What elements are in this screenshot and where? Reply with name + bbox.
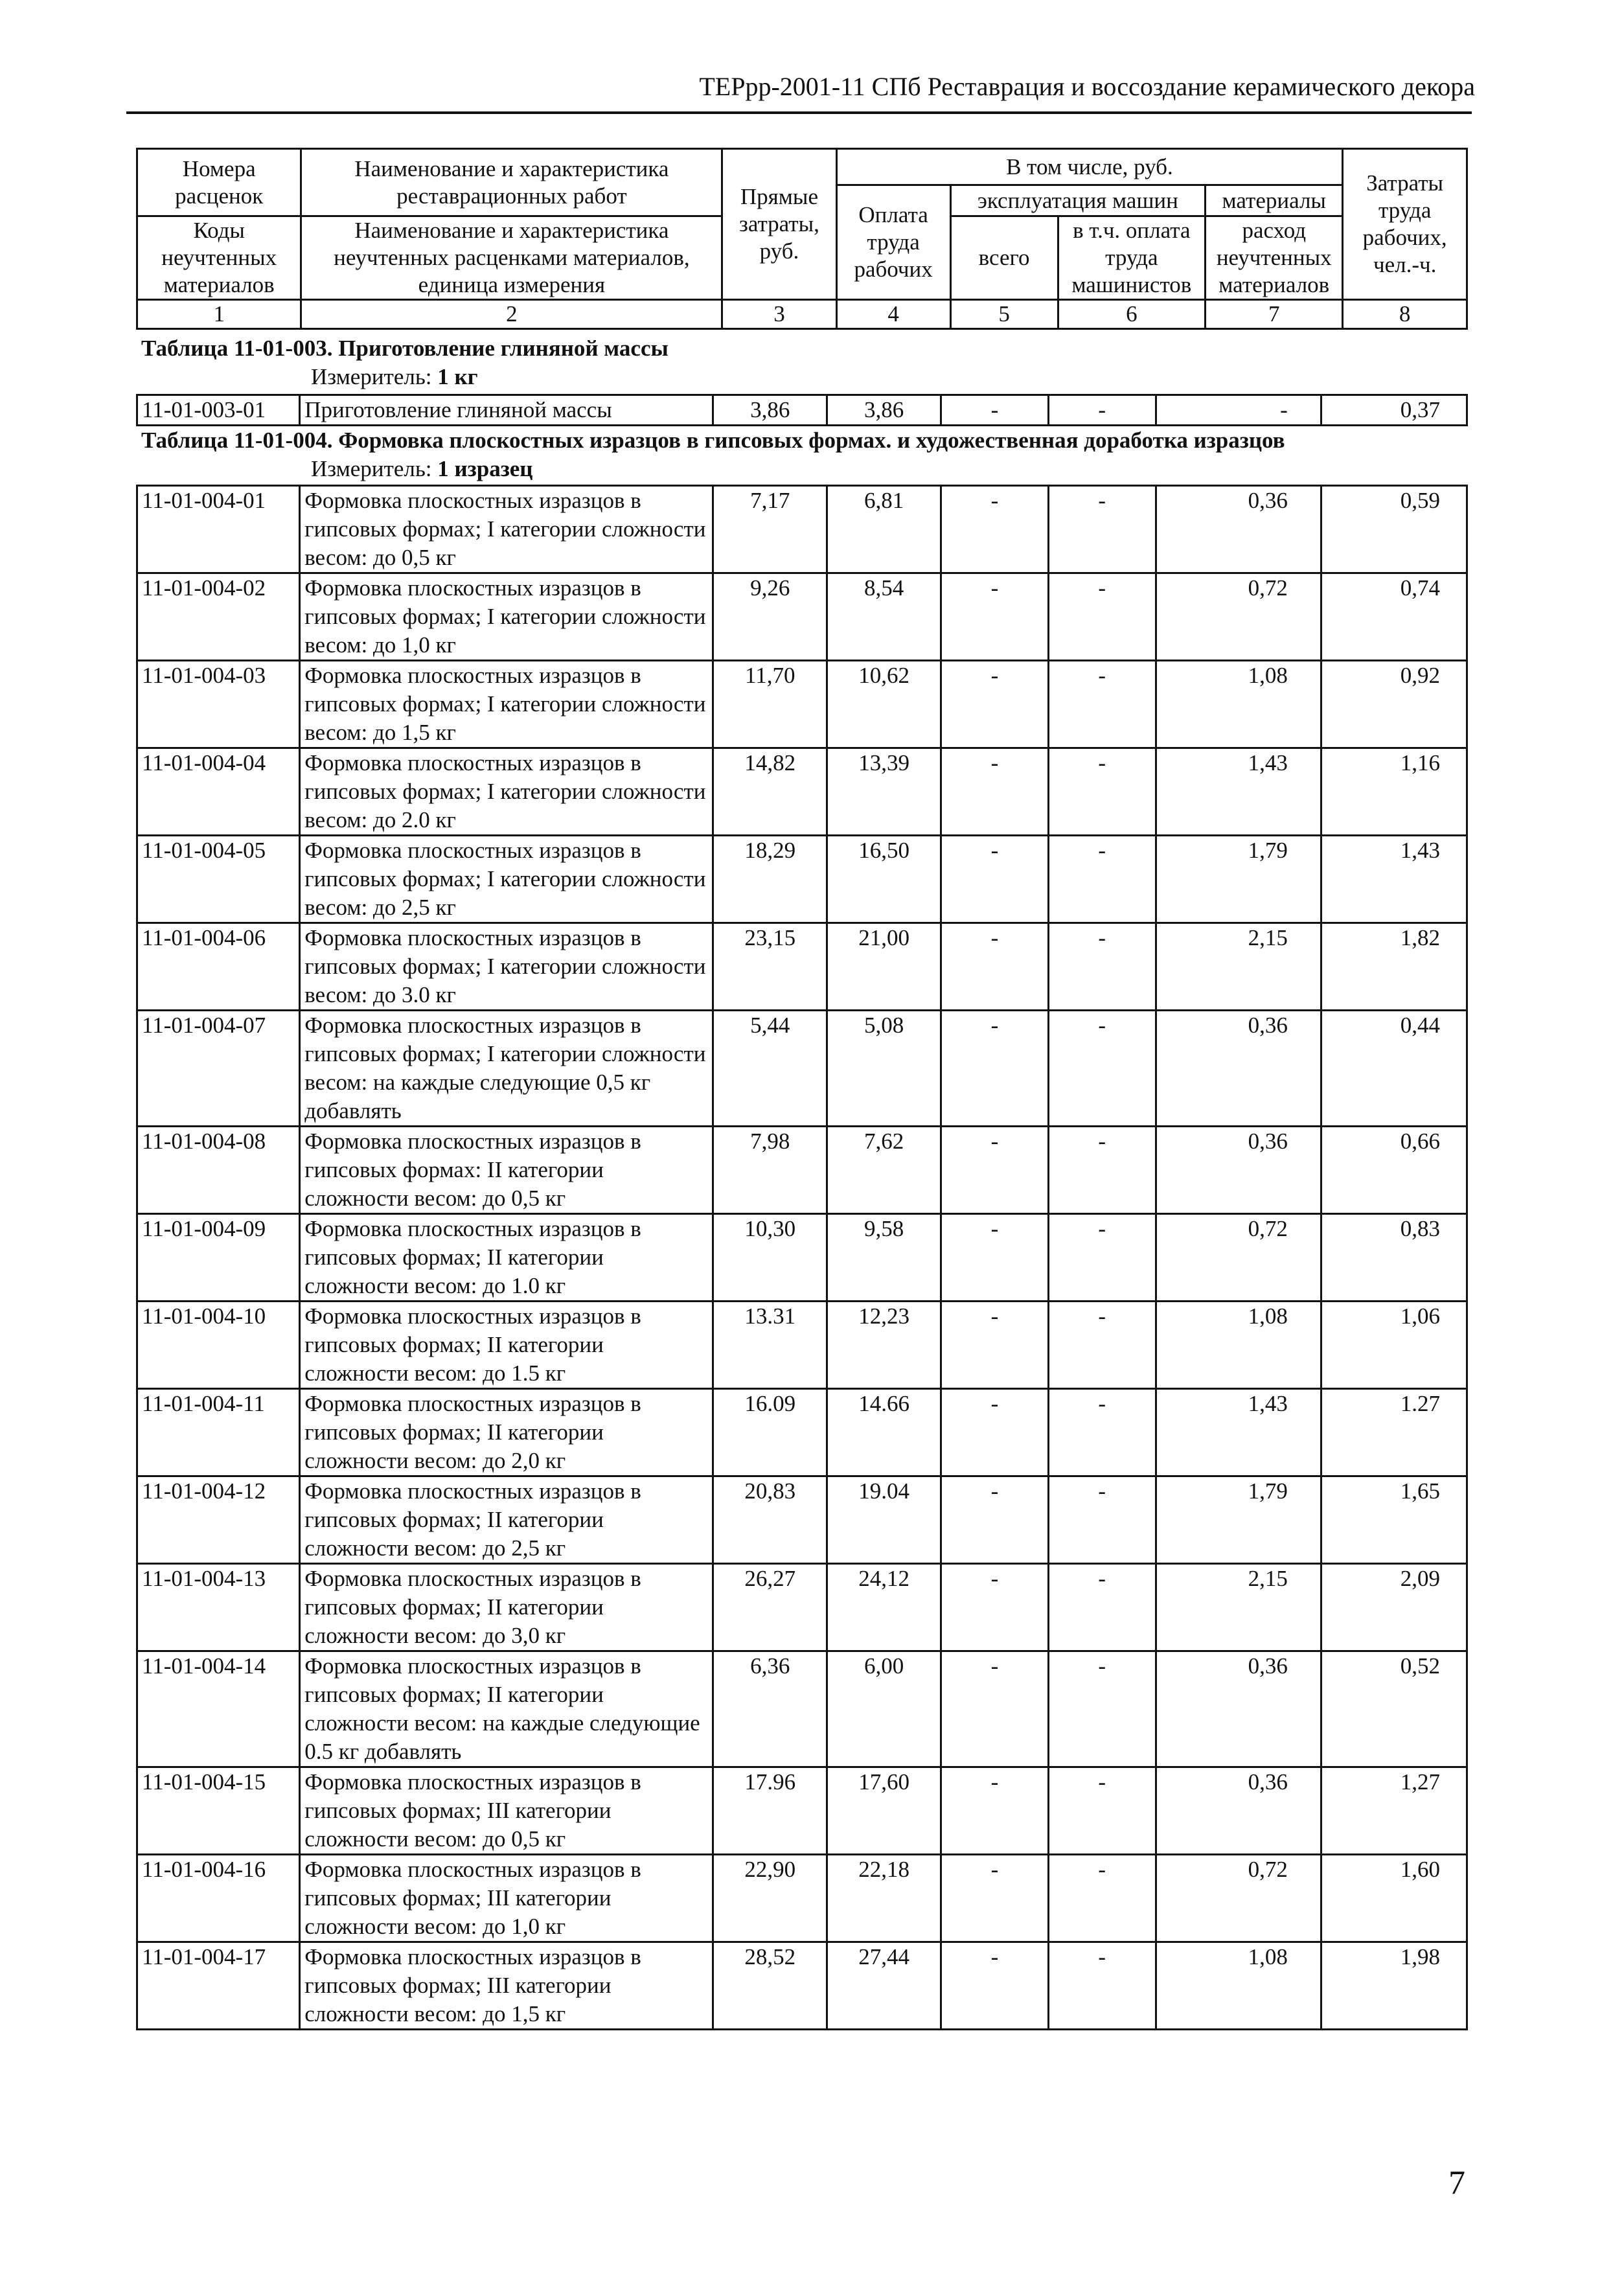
rate-code-cell: 11-01-004-10 xyxy=(137,1302,300,1389)
labor-cost-cell: 0,37 xyxy=(1321,395,1467,426)
direct-cost-cell: 26,27 xyxy=(713,1564,827,1651)
table-004-title: Таблица 11-01-004. Формовка плоскостных изразцов в гипсовых формах. и художественная доработка изразцов xyxy=(141,428,1285,453)
direct-cost-cell: 6,36 xyxy=(713,1651,827,1767)
work-name-cell: Формовка плоскостных изразцов в гипсовых формах; I категории сложности весом: до 0,5 кг xyxy=(300,486,713,573)
worker-wage-cell: 12,23 xyxy=(827,1302,941,1389)
rate-code-cell: 11-01-004-09 xyxy=(137,1214,300,1302)
worker-wage-cell: 14.66 xyxy=(827,1389,941,1476)
labor-cost-cell: 1,60 xyxy=(1321,1855,1467,1942)
material-cost-cell: 1,08 xyxy=(1156,1302,1321,1389)
table-row xyxy=(137,748,1467,836)
work-name-cell: Формовка плоскостных изразцов в гипсовых формах; II категории сложности весом: до 1.5 кг xyxy=(300,1302,713,1389)
machine-cost-cell: - xyxy=(941,661,1049,748)
material-cost-cell: 0,36 xyxy=(1156,1011,1321,1127)
meter-label: Измеритель: xyxy=(311,364,432,389)
labor-cost-cell: 1,65 xyxy=(1321,1476,1467,1564)
work-name-cell: Формовка плоскостных изразцов в гипсовых формах; III категории сложности весом: до 1,0 кг xyxy=(300,1855,713,1942)
labor-cost-cell: 0,92 xyxy=(1321,661,1467,748)
table-row xyxy=(137,1389,1467,1476)
direct-cost-cell: 10,30 xyxy=(713,1214,827,1302)
machine-cost-cell: - xyxy=(941,836,1049,923)
table-row xyxy=(137,923,1467,1011)
work-name-cell: Формовка плоскостных изразцов в гипсовых формах; I категории сложности весом: до 1,5 кг xyxy=(300,661,713,748)
labor-cost-cell: 0,59 xyxy=(1321,486,1467,573)
incl-header: В том числе, руб. xyxy=(836,149,1343,185)
material-cost-cell: 0,36 xyxy=(1156,486,1321,573)
work-name-cell: Формовка плоскостных изразцов в гипсовых формах: II категории сложности весом: до 0,5 кг xyxy=(300,1127,713,1214)
col5-header: всего xyxy=(950,216,1058,300)
col-number-7: 7 xyxy=(1206,300,1343,329)
labor-cost-cell: 1,27 xyxy=(1321,1767,1467,1855)
rate-code-cell: 11-01-004-07 xyxy=(137,1011,300,1127)
worker-wage-cell: 13,39 xyxy=(827,748,941,836)
col-number-4: 4 xyxy=(836,300,950,329)
labor-cost-cell: 0,44 xyxy=(1321,1011,1467,1127)
column-header-table xyxy=(136,148,1468,330)
labor-cost-cell: 0,74 xyxy=(1321,573,1467,661)
col-number-1: 1 xyxy=(137,300,301,329)
worker-wage-cell: 9,58 xyxy=(827,1214,941,1302)
machinist-wage-cell: - xyxy=(1048,395,1156,426)
labor-cost-cell: 0,52 xyxy=(1321,1651,1467,1767)
machinist-wage-cell: - xyxy=(1048,1651,1156,1767)
machine-cost-cell: - xyxy=(941,1564,1049,1651)
machinist-wage-cell: - xyxy=(1048,836,1156,923)
labor-cost-cell: 1,98 xyxy=(1321,1942,1467,2030)
direct-cost-cell: 9,26 xyxy=(713,573,827,661)
work-name-cell: Формовка плоскостных изразцов в гипсовых формах; I категории сложности весом: до 1,0 кг xyxy=(300,573,713,661)
machinist-wage-cell: - xyxy=(1048,1214,1156,1302)
machinist-wage-cell: - xyxy=(1048,1942,1156,2030)
rate-code-cell: 11-01-004-12 xyxy=(137,1476,300,1564)
header-divider xyxy=(126,111,1472,114)
machinist-wage-cell: - xyxy=(1048,1302,1156,1389)
machine-cost-cell: - xyxy=(941,573,1049,661)
worker-wage-cell: 7,62 xyxy=(827,1127,941,1214)
material-cost-cell: 0,72 xyxy=(1156,1214,1321,1302)
table-row xyxy=(137,1127,1467,1214)
worker-wage-cell: 6,00 xyxy=(827,1651,941,1767)
machine-cost-cell: - xyxy=(941,1651,1049,1767)
material-cost-cell: 1,08 xyxy=(1156,1942,1321,2030)
work-name-cell: Формовка плоскостных изразцов в гипсовых формах; I категории сложности весом: до 2.0 кг xyxy=(300,748,713,836)
machinist-wage-cell: - xyxy=(1048,923,1156,1011)
rate-code-cell: 11-01-004-03 xyxy=(137,661,300,748)
machinist-wage-cell: - xyxy=(1048,1767,1156,1855)
machinist-wage-cell: - xyxy=(1048,573,1156,661)
work-name-cell: Формовка плоскостных изразцов в гипсовых формах; II категории сложности весом: до 2,0 кг xyxy=(300,1389,713,1476)
table-row xyxy=(137,1767,1467,1855)
materials-header: материалы xyxy=(1206,185,1343,216)
labor-cost-cell: 2,09 xyxy=(1321,1564,1467,1651)
labor-cost-cell: 0,66 xyxy=(1321,1127,1467,1214)
direct-cost-cell: 22,90 xyxy=(713,1855,827,1942)
work-name-cell: Приготовление глиняной массы xyxy=(300,395,713,426)
table-004-meter xyxy=(311,456,532,482)
work-name-cell: Формовка плоскостных изразцов в гипсовых формах; II категории сложности весом: до 2,5 кг xyxy=(300,1476,713,1564)
col1-header-bottom: Коды неучтенных материалов xyxy=(137,216,301,300)
work-name-cell: Формовка плоскостных изразцов в гипсовых формах; I категории сложности весом: на каждые следующие 0,5 кг добавлять xyxy=(300,1011,713,1127)
table-row xyxy=(137,395,1467,426)
machine-cost-cell: - xyxy=(941,1302,1049,1389)
direct-cost-cell: 20,83 xyxy=(713,1476,827,1564)
col8-header: Затраты труда рабочих, чел.-ч. xyxy=(1343,149,1467,300)
col-number-3: 3 xyxy=(722,300,836,329)
page-number: 7 xyxy=(1448,2164,1465,2201)
col-number-8: 8 xyxy=(1343,300,1467,329)
table-003 xyxy=(136,394,1468,426)
material-cost-cell: 1,43 xyxy=(1156,748,1321,836)
direct-cost-cell: 16.09 xyxy=(713,1389,827,1476)
material-cost-cell: 2,15 xyxy=(1156,923,1321,1011)
work-name-cell: Формовка плоскостных изразцов в гипсовых формах; I категории сложности весом: до 2,5 кг xyxy=(300,836,713,923)
worker-wage-cell: 19.04 xyxy=(827,1476,941,1564)
labor-cost-cell: 0,83 xyxy=(1321,1214,1467,1302)
rate-code-cell: 11-01-004-06 xyxy=(137,923,300,1011)
col6-header: в т.ч. оплата труда машинистов xyxy=(1058,216,1206,300)
material-cost-cell: 1,79 xyxy=(1156,836,1321,923)
machinist-wage-cell: - xyxy=(1048,1476,1156,1564)
table-row xyxy=(137,1942,1467,2030)
machine-cost-cell: - xyxy=(941,1011,1049,1127)
machine-cost-cell: - xyxy=(941,923,1049,1011)
worker-wage-cell: 24,12 xyxy=(827,1564,941,1651)
machine-cost-cell: - xyxy=(941,1214,1049,1302)
machine-cost-cell: - xyxy=(941,1855,1049,1942)
meter-value: 1 изразец xyxy=(437,456,533,481)
rate-code-cell: 11-01-004-05 xyxy=(137,836,300,923)
table-003-meter xyxy=(311,364,478,390)
rate-code-cell: 11-01-004-02 xyxy=(137,573,300,661)
table-row xyxy=(137,836,1467,923)
direct-cost-cell: 11,70 xyxy=(713,661,827,748)
machine-cost-cell: - xyxy=(941,1389,1049,1476)
table-row xyxy=(137,1476,1467,1564)
machines-header: эксплуатация машин xyxy=(950,185,1205,216)
direct-cost-cell: 7,98 xyxy=(713,1127,827,1214)
table-004 xyxy=(136,485,1468,2030)
rate-code-cell: 11-01-004-14 xyxy=(137,1651,300,1767)
table-row xyxy=(137,661,1467,748)
worker-wage-cell: 17,60 xyxy=(827,1767,941,1855)
rate-code-cell: 11-01-004-01 xyxy=(137,486,300,573)
rate-code-cell: 11-01-004-08 xyxy=(137,1127,300,1214)
material-cost-cell: 0,72 xyxy=(1156,1855,1321,1942)
machine-cost-cell: - xyxy=(941,395,1049,426)
machinist-wage-cell: - xyxy=(1048,748,1156,836)
direct-cost-cell: 18,29 xyxy=(713,836,827,923)
worker-wage-cell: 3,86 xyxy=(827,395,941,426)
machine-cost-cell: - xyxy=(941,748,1049,836)
worker-wage-cell: 27,44 xyxy=(827,1942,941,2030)
labor-cost-cell: 1,16 xyxy=(1321,748,1467,836)
col2-header-top: Наименование и характеристика реставрационных работ xyxy=(301,149,722,216)
meter-value: 1 кг xyxy=(437,364,478,389)
table-row xyxy=(137,1011,1467,1127)
col7-header: расход неучтенных материалов xyxy=(1206,216,1343,300)
direct-cost-cell: 23,15 xyxy=(713,923,827,1011)
rate-code-cell: 11-01-004-15 xyxy=(137,1767,300,1855)
table-row xyxy=(137,573,1467,661)
direct-cost-cell: 13.31 xyxy=(713,1302,827,1389)
material-cost-cell: 1,08 xyxy=(1156,661,1321,748)
material-cost-cell: 0,36 xyxy=(1156,1767,1321,1855)
direct-cost-cell: 17.96 xyxy=(713,1767,827,1855)
work-name-cell: Формовка плоскостных изразцов в гипсовых формах; II категории сложности весом: до 3,0 кг xyxy=(300,1564,713,1651)
machinist-wage-cell: - xyxy=(1048,1564,1156,1651)
work-name-cell: Формовка плоскостных изразцов в гипсовых формах; I категории сложности весом: до 3.0 кг xyxy=(300,923,713,1011)
machinist-wage-cell: - xyxy=(1048,486,1156,573)
rate-code-cell: 11-01-004-13 xyxy=(137,1564,300,1651)
rate-code-cell: 11-01-003-01 xyxy=(137,395,300,426)
work-name-cell: Формовка плоскостных изразцов в гипсовых формах; III категории сложности весом: до 0,5 кг xyxy=(300,1767,713,1855)
rate-code-cell: 11-01-004-04 xyxy=(137,748,300,836)
document-header-title: ТЕРрр-2001-11 СПб Реставрация и воссоздание керамического декора xyxy=(699,72,1475,101)
col2-header-bottom: Наименование и характеристика неучтенных расценками материалов, единица измерения xyxy=(301,216,722,300)
material-cost-cell: - xyxy=(1156,395,1321,426)
col-number-2: 2 xyxy=(301,300,722,329)
material-cost-cell: 2,15 xyxy=(1156,1564,1321,1651)
worker-wage-cell: 6,81 xyxy=(827,486,941,573)
direct-cost-cell: 14,82 xyxy=(713,748,827,836)
worker-wage-cell: 16,50 xyxy=(827,836,941,923)
machinist-wage-cell: - xyxy=(1048,1127,1156,1214)
work-name-cell: Формовка плоскостных изразцов в гипсовых формах; II категории сложности весом: на каждые следующие 0.5 кг добавлять xyxy=(300,1651,713,1767)
labor-cost-cell: 1.27 xyxy=(1321,1389,1467,1476)
machinist-wage-cell: - xyxy=(1048,1011,1156,1127)
col1-header-top: Номера расценок xyxy=(137,149,301,216)
machine-cost-cell: - xyxy=(941,1127,1049,1214)
table-row xyxy=(137,1855,1467,1942)
direct-cost-cell: 28,52 xyxy=(713,1942,827,2030)
rate-code-cell: 11-01-004-11 xyxy=(137,1389,300,1476)
machine-cost-cell: - xyxy=(941,1476,1049,1564)
rate-code-cell: 11-01-004-16 xyxy=(137,1855,300,1942)
labor-cost-cell: 1,82 xyxy=(1321,923,1467,1011)
machine-cost-cell: - xyxy=(941,486,1049,573)
machinist-wage-cell: - xyxy=(1048,1389,1156,1476)
worker-wage-cell: 21,00 xyxy=(827,923,941,1011)
col4-header: Оплата труда рабочих xyxy=(836,185,950,300)
machine-cost-cell: - xyxy=(941,1767,1049,1855)
machinist-wage-cell: - xyxy=(1048,661,1156,748)
machinist-wage-cell: - xyxy=(1048,1855,1156,1942)
material-cost-cell: 0,36 xyxy=(1156,1651,1321,1767)
labor-cost-cell: 1,06 xyxy=(1321,1302,1467,1389)
material-cost-cell: 1,43 xyxy=(1156,1389,1321,1476)
col-number-5: 5 xyxy=(950,300,1058,329)
labor-cost-cell: 1,43 xyxy=(1321,836,1467,923)
material-cost-cell: 0,72 xyxy=(1156,573,1321,661)
rate-code-cell: 11-01-004-17 xyxy=(137,1942,300,2030)
worker-wage-cell: 22,18 xyxy=(827,1855,941,1942)
table-row xyxy=(137,486,1467,573)
direct-cost-cell: 5,44 xyxy=(713,1011,827,1127)
meter-label: Измеритель: xyxy=(311,456,432,481)
col3-header: Прямые затраты, руб. xyxy=(722,149,836,300)
table-row xyxy=(137,1302,1467,1389)
direct-cost-cell: 7,17 xyxy=(713,486,827,573)
table-003-title: Таблица 11-01-003. Приготовление глиняной массы xyxy=(141,336,669,361)
table-row xyxy=(137,1564,1467,1651)
work-name-cell: Формовка плоскостных изразцов в гипсовых формах; II категории сложности весом: до 1.0 кг xyxy=(300,1214,713,1302)
material-cost-cell: 1,79 xyxy=(1156,1476,1321,1564)
material-cost-cell: 0,36 xyxy=(1156,1127,1321,1214)
worker-wage-cell: 10,62 xyxy=(827,661,941,748)
direct-cost-cell: 3,86 xyxy=(713,395,827,426)
table-row xyxy=(137,1651,1467,1767)
worker-wage-cell: 5,08 xyxy=(827,1011,941,1127)
col-number-6: 6 xyxy=(1058,300,1206,329)
table-row xyxy=(137,1214,1467,1302)
machine-cost-cell: - xyxy=(941,1942,1049,2030)
work-name-cell: Формовка плоскостных изразцов в гипсовых формах; III категории сложности весом: до 1,5 кг xyxy=(300,1942,713,2030)
worker-wage-cell: 8,54 xyxy=(827,573,941,661)
